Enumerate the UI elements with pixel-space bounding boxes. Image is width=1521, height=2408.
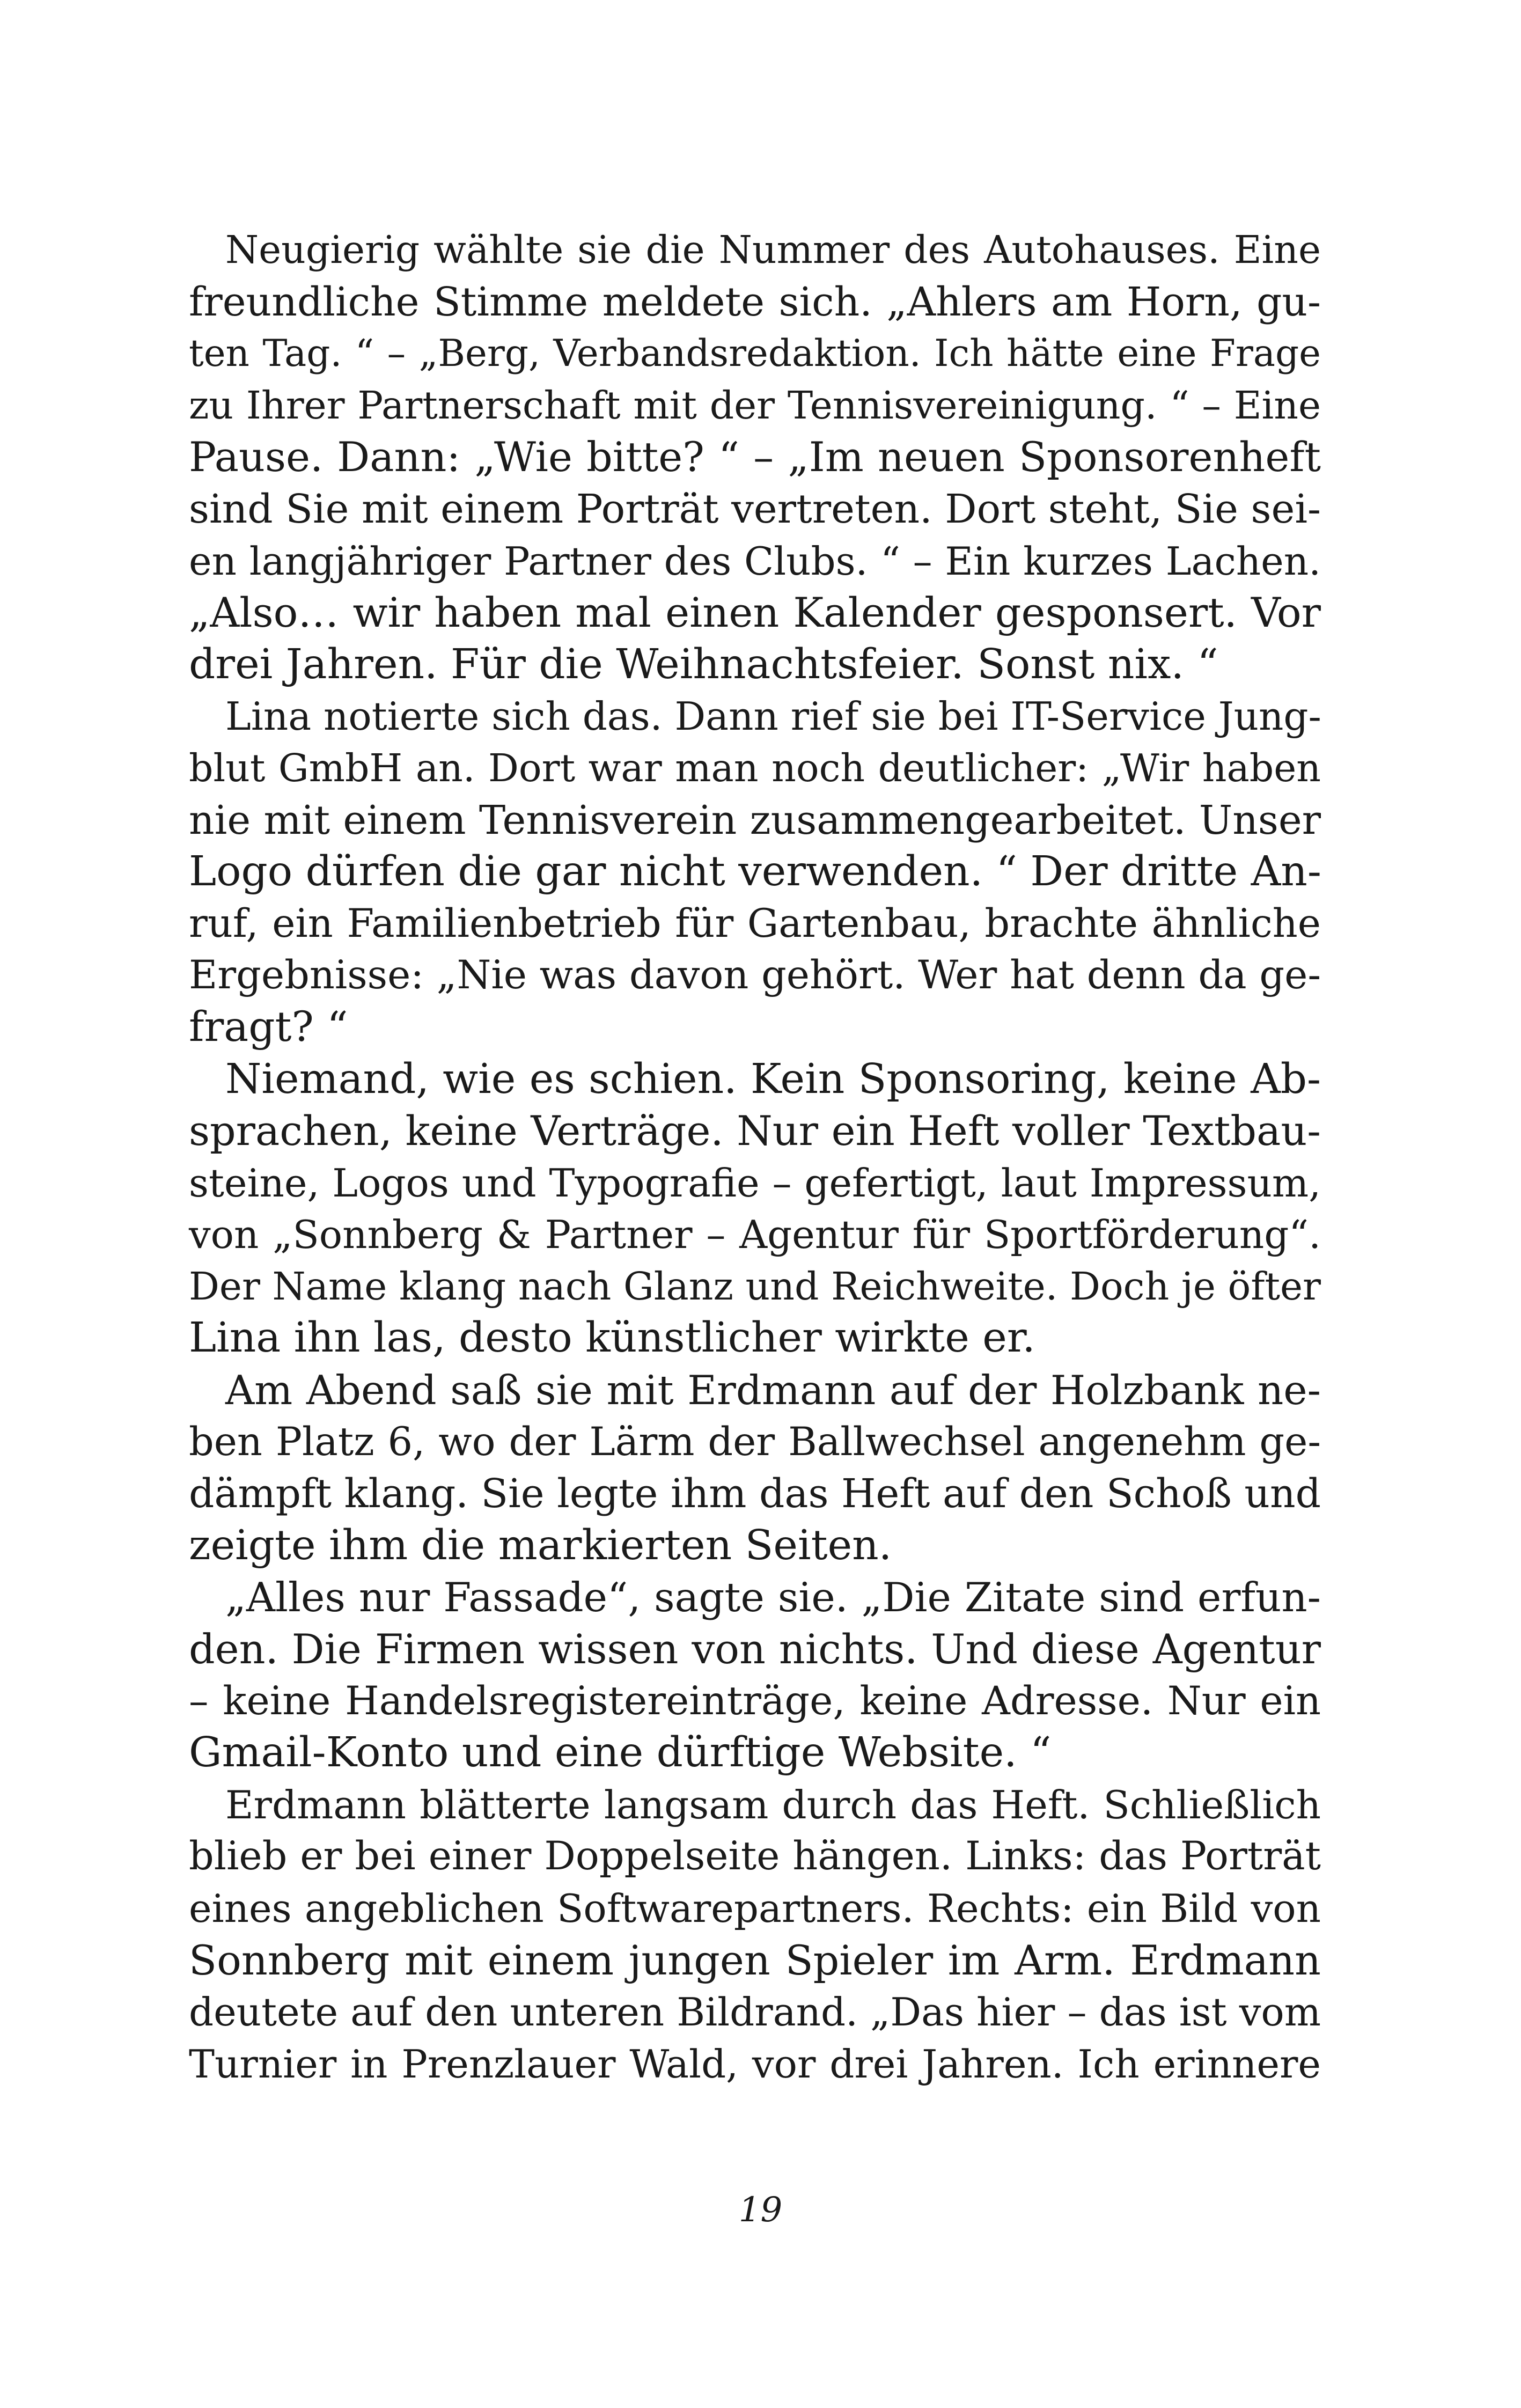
text-line: sprachen, keine Verträge. Nur ein Heft voller Textbau- — [189, 1107, 1321, 1155]
text-line: blut GmbH an. Dort war man noch deutlicher: „Wir haben — [189, 745, 1321, 790]
text-line: sind Sie mit einem Porträt vertreten. Dort steht, Sie sei- — [189, 486, 1321, 532]
text-line: en langjähriger Partner des Clubs. “ – Ein kurzes Lachen. — [189, 538, 1321, 584]
text-line: „Also… wir haben mal einen Kalender gesponsert. Vor — [189, 589, 1321, 637]
text-line: deutete auf den unteren Bildrand. „Das hier – das ist vom — [189, 1989, 1321, 2035]
text-line: ruf, ein Familienbetrieb für Gartenbau, brachte ähnliche — [189, 900, 1321, 946]
text-line: Am Abend saß sie mit Erdmann auf der Holzbank ne- — [225, 1367, 1321, 1414]
text-line: zu Ihrer Partnerschaft mit der Tennisvereinigung. “ – Eine — [189, 383, 1321, 428]
text-line: eines angeblichen Softwarepartners. Rechts: ein Bild von — [189, 1886, 1321, 1931]
text-line: ben Platz 6, wo der Lärm der Ballwechsel angenehm ge- — [189, 1419, 1321, 1465]
text-line: nie mit einem Tennisverein zusammengearbeitet. Unser — [189, 797, 1321, 843]
body-text — [189, 224, 1321, 2090]
text-line: den. Die Firmen wissen von nichts. Und diese Agentur — [189, 1625, 1321, 1673]
text-line: ten Tag. “ – „Berg, Verbandsredaktion. Ich hätte eine Frage — [189, 332, 1321, 376]
text-line: dämpft klang. Sie legte ihm das Heft auf den Schoß und — [189, 1471, 1321, 1517]
text-line: „Alles nur Fassade“, sagte sie. „Die Zitate sind erfun- — [225, 1574, 1321, 1621]
text-line: blieb er bei einer Doppelseite hängen. Links: das Porträt — [189, 1833, 1321, 1880]
paragraph — [189, 1364, 1321, 1572]
text-line: Der Name klang nach Glanz und Reichweite. Doch je öfter — [189, 1264, 1321, 1309]
text-line: von „Sonnberg & Partner – Agentur für Sportförderung“. — [189, 1212, 1321, 1258]
text-line: drei Jahren. Für die Weihnachtsfeier. Sonst nix. “ — [189, 640, 1218, 688]
paragraph — [189, 691, 1321, 1053]
text-line: Turnier in Prenzlauer Wald, vor drei Jahren. Ich erinnere — [189, 2041, 1321, 2087]
paragraph — [189, 1572, 1321, 1779]
text-line: Sonnberg mit einem jungen Spieler im Arm. Erdmann — [189, 1936, 1321, 1984]
text-line: freundliche Stimme meldete sich. „Ahlers am Horn, gu- — [189, 278, 1321, 325]
paragraph — [189, 224, 1321, 691]
text-line: Erdmann blätterte langsam durch das Heft. Schließlich — [225, 1782, 1321, 1827]
text-line: – keine Handelsregistereinträge, keine Adresse. Nur ein — [189, 1678, 1321, 1724]
text-line: zeigte ihm die markierten Seiten. — [189, 1521, 892, 1569]
page-number: 19 — [738, 2190, 783, 2230]
text-line: Lina notierte sich das. Dann rief sie bei IT-Service Jung- — [225, 694, 1321, 739]
text-line: fragt? “ — [189, 1003, 348, 1051]
text-line: Gmail-Konto und eine dürftige Website. “ — [189, 1729, 1052, 1777]
text-line: Pause. Dann: „Wie bitte? “ – „Im neuen Sponsorenheft — [189, 433, 1321, 481]
text-line: Ergebnisse: „Nie was davon gehört. Wer hat denn da ge- — [189, 952, 1321, 999]
text-line: Neugierig wählte sie die Nummer des Autohauses. Eine — [225, 227, 1321, 272]
text-line: Niemand, wie es schien. Kein Sponsoring, keine Ab- — [225, 1055, 1321, 1103]
text-line: steine, Logos und Typografie – gefertigt, laut Impressum, — [189, 1160, 1321, 1206]
paragraph — [189, 1054, 1321, 1365]
text-line: Logo dürfen die gar nicht verwenden. “ Der dritte An- — [189, 848, 1321, 896]
paragraph — [189, 1779, 1321, 2090]
text-line: Lina ihn las, desto künstlicher wirkte er. — [189, 1314, 1035, 1362]
